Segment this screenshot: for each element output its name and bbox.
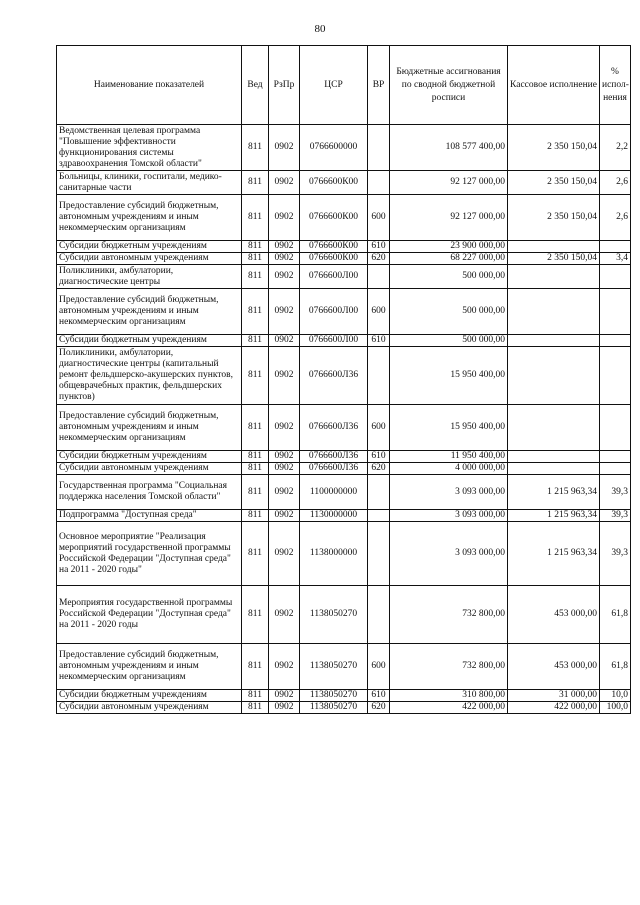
row-cash <box>508 241 600 253</box>
row-name: Субсидии бюджетным учреждениям <box>57 335 242 347</box>
row-cash: 2 350 150,04 <box>508 125 600 171</box>
row-vr <box>368 347 390 405</box>
row-vr: 610 <box>368 451 390 463</box>
row-assignment: 92 127 000,00 <box>390 171 508 195</box>
header-assignments: Бюджетные ассигнования по сводной бюджетной росписи <box>390 46 508 125</box>
row-name: Субсидии автономным учреждениям <box>57 253 242 265</box>
row-assignment: 500 000,00 <box>390 265 508 289</box>
row-percent: 39,3 <box>600 522 631 586</box>
row-cash: 31 000,00 <box>508 690 600 702</box>
row-vr: 600 <box>368 405 390 451</box>
row-percent: 3,4 <box>600 253 631 265</box>
row-rzpr: 0902 <box>269 451 300 463</box>
row-csr: 1138050270 <box>300 644 368 690</box>
table-row <box>57 347 631 405</box>
row-assignment: 68 227 000,00 <box>390 253 508 265</box>
row-percent: 61,8 <box>600 644 631 690</box>
row-rzpr: 0902 <box>269 253 300 265</box>
row-ved: 811 <box>242 475 269 510</box>
row-percent: 39,3 <box>600 475 631 510</box>
row-vr: 610 <box>368 690 390 702</box>
row-assignment: 422 000,00 <box>390 702 508 714</box>
table-row <box>57 475 631 510</box>
table-row <box>57 195 631 241</box>
row-ved: 811 <box>242 289 269 335</box>
row-csr: 0766600Л36 <box>300 451 368 463</box>
row-percent: 2,2 <box>600 125 631 171</box>
row-assignment: 23 900 000,00 <box>390 241 508 253</box>
row-ved: 811 <box>242 586 269 644</box>
table-row <box>57 510 631 522</box>
row-vr <box>368 265 390 289</box>
row-name: Предоставление субсидий бюджетным, автономным учреждениям и иным некоммерческим организациям <box>57 195 242 241</box>
row-rzpr: 0902 <box>269 586 300 644</box>
row-assignment: 3 093 000,00 <box>390 522 508 586</box>
row-percent <box>600 405 631 451</box>
row-cash <box>508 289 600 335</box>
row-ved: 811 <box>242 265 269 289</box>
row-ved: 811 <box>242 171 269 195</box>
row-cash: 453 000,00 <box>508 586 600 644</box>
row-assignment: 15 950 400,00 <box>390 347 508 405</box>
row-percent: 10,0 <box>600 690 631 702</box>
budget-table <box>56 45 631 714</box>
row-vr: 600 <box>368 195 390 241</box>
row-ved: 811 <box>242 522 269 586</box>
row-vr: 600 <box>368 644 390 690</box>
table-row <box>57 265 631 289</box>
row-name: Предоставление субсидий бюджетным, автономным учреждениям и иным некоммерческим организациям <box>57 289 242 335</box>
row-ved: 811 <box>242 195 269 241</box>
row-cash: 1 215 963,34 <box>508 522 600 586</box>
row-assignment: 310 800,00 <box>390 690 508 702</box>
row-percent <box>600 347 631 405</box>
header-name: Наименование показателей <box>57 46 242 125</box>
row-vr <box>368 510 390 522</box>
row-cash: 2 350 150,04 <box>508 195 600 241</box>
row-assignment: 3 093 000,00 <box>390 475 508 510</box>
row-ved: 811 <box>242 335 269 347</box>
row-percent <box>600 463 631 475</box>
row-assignment: 11 950 400,00 <box>390 451 508 463</box>
table-row <box>57 451 631 463</box>
row-ved: 811 <box>242 451 269 463</box>
row-csr: 0766600Л36 <box>300 405 368 451</box>
row-csr: 1138050270 <box>300 586 368 644</box>
row-rzpr: 0902 <box>269 347 300 405</box>
row-rzpr: 0902 <box>269 335 300 347</box>
table-row <box>57 690 631 702</box>
row-assignment: 500 000,00 <box>390 335 508 347</box>
row-csr: 1138050270 <box>300 690 368 702</box>
row-name: Субсидии бюджетным учреждениям <box>57 690 242 702</box>
row-assignment: 3 093 000,00 <box>390 510 508 522</box>
row-percent: 2,6 <box>600 171 631 195</box>
row-assignment: 4 000 000,00 <box>390 463 508 475</box>
row-assignment: 108 577 400,00 <box>390 125 508 171</box>
row-rzpr: 0902 <box>269 265 300 289</box>
row-ved: 811 <box>242 253 269 265</box>
row-name: Предоставление субсидий бюджетным, автономным учреждениям и иным некоммерческим организациям <box>57 405 242 451</box>
row-ved: 811 <box>242 690 269 702</box>
row-cash <box>508 335 600 347</box>
row-cash <box>508 463 600 475</box>
row-rzpr: 0902 <box>269 195 300 241</box>
row-vr: 610 <box>368 241 390 253</box>
row-cash: 422 000,00 <box>508 702 600 714</box>
row-name: Субсидии автономным учреждениям <box>57 463 242 475</box>
row-csr: 0766600Л00 <box>300 289 368 335</box>
row-csr: 1100000000 <box>300 475 368 510</box>
header-csr: ЦСР <box>300 46 368 125</box>
row-cash <box>508 347 600 405</box>
row-rzpr: 0902 <box>269 405 300 451</box>
row-percent: 61,8 <box>600 586 631 644</box>
row-percent <box>600 335 631 347</box>
row-ved: 811 <box>242 644 269 690</box>
row-rzpr: 0902 <box>269 702 300 714</box>
header-row <box>57 46 631 125</box>
row-csr: 0766600К00 <box>300 253 368 265</box>
row-csr: 0766600К00 <box>300 241 368 253</box>
row-csr: 1138000000 <box>300 522 368 586</box>
row-assignment: 92 127 000,00 <box>390 195 508 241</box>
row-percent: 2,6 <box>600 195 631 241</box>
row-csr: 0766600Л00 <box>300 265 368 289</box>
row-name: Основное мероприятие "Реализация мероприятий государственной программы Российской Федерации "Доступная среда" на 2011 - 2020 годы" <box>57 522 242 586</box>
row-vr: 620 <box>368 702 390 714</box>
row-assignment: 15 950 400,00 <box>390 405 508 451</box>
row-assignment: 732 800,00 <box>390 586 508 644</box>
row-name: Больницы, клиники, госпитали, медико-санитарные части <box>57 171 242 195</box>
row-vr <box>368 522 390 586</box>
row-vr: 610 <box>368 335 390 347</box>
row-rzpr: 0902 <box>269 289 300 335</box>
row-csr: 0766600000 <box>300 125 368 171</box>
row-rzpr: 0902 <box>269 475 300 510</box>
row-ved: 811 <box>242 463 269 475</box>
header-rzpr: РзПр <box>269 46 300 125</box>
row-name: Поликлиники, амбулатории, диагностические центры <box>57 265 242 289</box>
row-rzpr: 0902 <box>269 510 300 522</box>
header-percent: % испол-нения <box>600 46 631 125</box>
row-percent <box>600 451 631 463</box>
row-csr: 1130000000 <box>300 510 368 522</box>
row-percent <box>600 265 631 289</box>
row-cash <box>508 405 600 451</box>
row-cash: 1 215 963,34 <box>508 475 600 510</box>
row-csr: 0766600К00 <box>300 171 368 195</box>
row-rzpr: 0902 <box>269 463 300 475</box>
row-percent: 100,0 <box>600 702 631 714</box>
table-row <box>57 125 631 171</box>
row-rzpr: 0902 <box>269 125 300 171</box>
row-cash: 453 000,00 <box>508 644 600 690</box>
row-name: Предоставление субсидий бюджетным, автономным учреждениям и иным некоммерческим организациям <box>57 644 242 690</box>
row-vr <box>368 586 390 644</box>
row-ved: 811 <box>242 510 269 522</box>
row-rzpr: 0902 <box>269 644 300 690</box>
row-cash: 2 350 150,04 <box>508 253 600 265</box>
table-row <box>57 253 631 265</box>
row-percent <box>600 241 631 253</box>
row-vr: 600 <box>368 289 390 335</box>
table-row <box>57 702 631 714</box>
row-cash: 2 350 150,04 <box>508 171 600 195</box>
row-name: Мероприятия государственной программы Российской Федерации "Доступная среда" на 2011 - 2020 годы <box>57 586 242 644</box>
row-rzpr: 0902 <box>269 690 300 702</box>
row-vr <box>368 475 390 510</box>
row-rzpr: 0902 <box>269 171 300 195</box>
row-name: Поликлиники, амбулатории, диагностические центры (капитальный ремонт фельдшерско-акушерских пунктов, общеврачебных практик, фельдшерских пунктов) <box>57 347 242 405</box>
row-vr: 620 <box>368 253 390 265</box>
table-row <box>57 405 631 451</box>
row-assignment: 732 800,00 <box>390 644 508 690</box>
row-name: Субсидии бюджетным учреждениям <box>57 241 242 253</box>
row-assignment: 500 000,00 <box>390 289 508 335</box>
row-csr: 0766600Л36 <box>300 463 368 475</box>
row-csr: 0766600Л36 <box>300 347 368 405</box>
header-ved: Вед <box>242 46 269 125</box>
table-row <box>57 644 631 690</box>
page-number: 80 <box>314 23 326 35</box>
row-ved: 811 <box>242 125 269 171</box>
row-name: Субсидии автономным учреждениям <box>57 702 242 714</box>
row-vr: 620 <box>368 463 390 475</box>
row-percent: 39,3 <box>600 510 631 522</box>
row-vr <box>368 171 390 195</box>
table-row <box>57 171 631 195</box>
row-ved: 811 <box>242 702 269 714</box>
row-ved: 811 <box>242 347 269 405</box>
table-row <box>57 586 631 644</box>
row-name: Подпрограмма "Доступная среда" <box>57 510 242 522</box>
row-name: Субсидии бюджетным учреждениям <box>57 451 242 463</box>
row-ved: 811 <box>242 405 269 451</box>
row-rzpr: 0902 <box>269 241 300 253</box>
table-row <box>57 289 631 335</box>
row-rzpr: 0902 <box>269 522 300 586</box>
header-cash-execution: Кассовое исполнение <box>508 46 600 125</box>
row-vr <box>368 125 390 171</box>
header-vr: ВР <box>368 46 390 125</box>
row-ved: 811 <box>242 241 269 253</box>
row-csr: 1138050270 <box>300 702 368 714</box>
row-cash <box>508 451 600 463</box>
row-csr: 0766600К00 <box>300 195 368 241</box>
row-cash <box>508 265 600 289</box>
table-row <box>57 463 631 475</box>
row-csr: 0766600Л00 <box>300 335 368 347</box>
table-row <box>57 522 631 586</box>
table-row <box>57 335 631 347</box>
row-percent <box>600 289 631 335</box>
table-row <box>57 241 631 253</box>
row-name: Государственная программа "Социальная поддержка населения Томской области" <box>57 475 242 510</box>
row-cash: 1 215 963,34 <box>508 510 600 522</box>
row-name: Ведомственная целевая программа "Повышение эффективности функционирования системы здравоохранения Томской области" <box>57 125 242 171</box>
